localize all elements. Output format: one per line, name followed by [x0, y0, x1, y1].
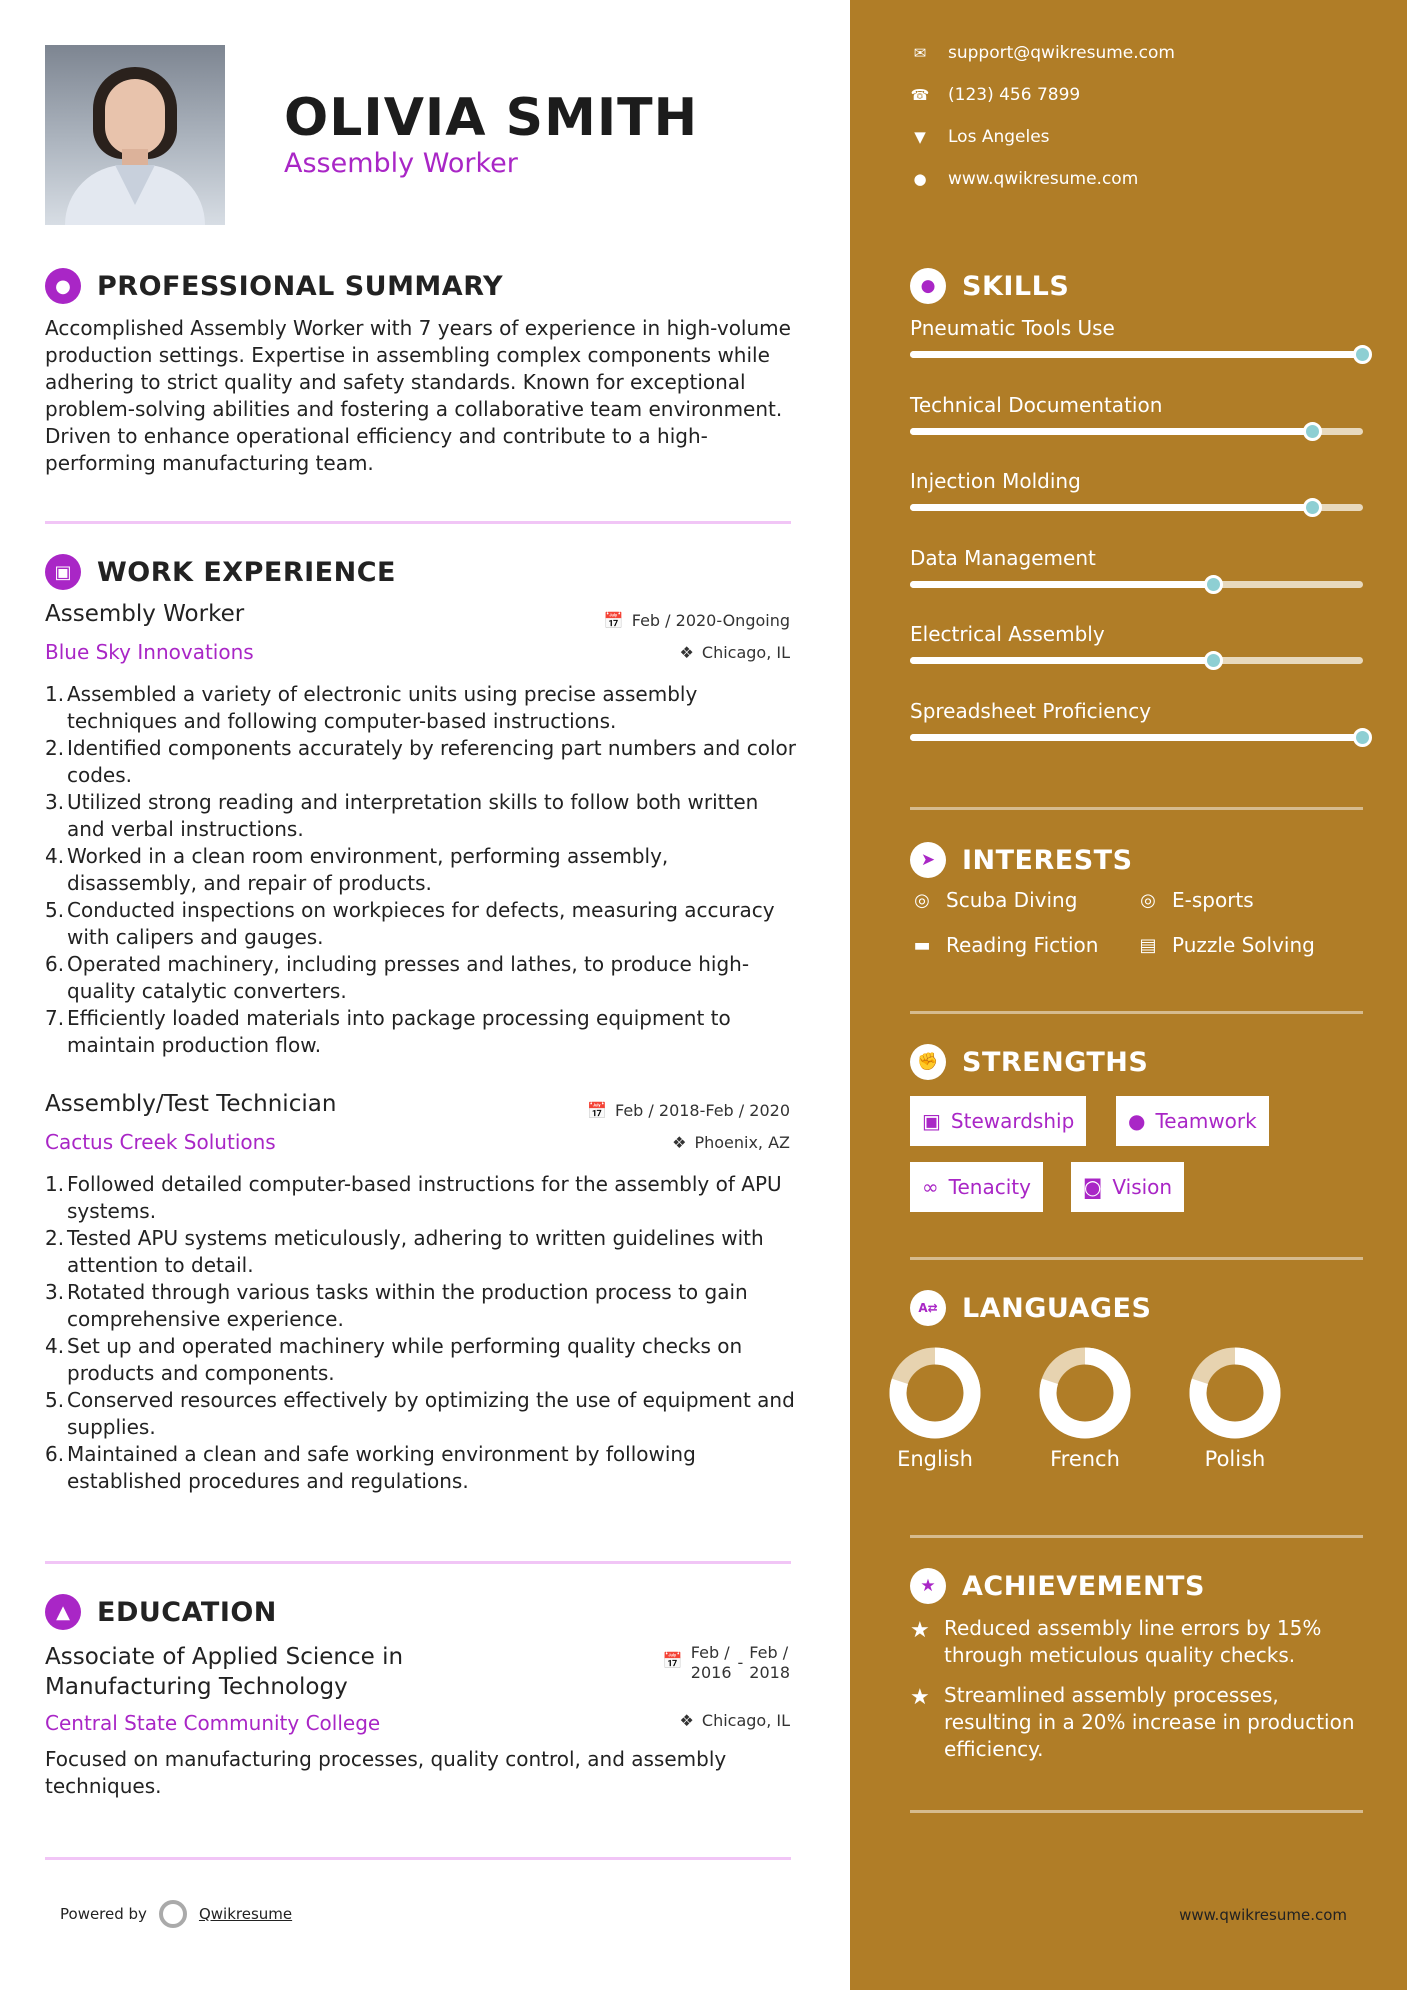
duty-text: Set up and operated machinery while performing quality checks on products and components.: [67, 1334, 743, 1385]
duty-item: [45, 735, 800, 789]
interest-item: [1136, 888, 1254, 912]
pin-icon: ❖: [672, 1133, 687, 1152]
star-icon: ★: [910, 1685, 930, 1710]
skill-bar-knob: [1204, 651, 1223, 670]
duty-number: 6.: [45, 952, 65, 976]
summary-heading: ● PROFESSIONAL SUMMARY: [45, 268, 503, 304]
language-icon: A⇄: [910, 1290, 946, 1326]
duty-text: Utilized strong reading and interpretation skills to follow both written and verbal instructions.: [67, 790, 759, 841]
achievement-item: [910, 1682, 1363, 1763]
duty-number: 1.: [45, 1172, 65, 1196]
duty-number: 2.: [45, 736, 65, 760]
calendar-icon: 📅: [587, 1101, 607, 1120]
contact-item: [910, 169, 1138, 189]
language-name: French: [1050, 1447, 1120, 1471]
strength-badge: [1116, 1096, 1269, 1146]
section-divider: [910, 1011, 1363, 1014]
envelope-icon: ✉: [913, 44, 927, 62]
users-icon: ●: [1128, 1109, 1146, 1133]
duty-number: 1.: [45, 682, 65, 706]
duty-text: Conducted inspections on workpieces for defects, measuring accuracy with calipers and gauges.: [67, 898, 775, 949]
interest-item: [1136, 933, 1315, 957]
job-duties-list: [45, 1171, 800, 1495]
skill-name: Pneumatic Tools Use: [910, 316, 1115, 340]
strength-label: Stewardship: [950, 1109, 1075, 1133]
section-divider: [910, 1535, 1363, 1538]
duty-text: Operated machinery, including presses and lathes, to produce high-quality catalytic converters.: [67, 952, 750, 1003]
language-ring: [1187, 1345, 1283, 1441]
lightbulb-icon: ●: [910, 268, 946, 304]
fist-icon: ✊: [910, 1044, 946, 1080]
skill-item: [910, 699, 1363, 723]
strengths-heading: ✊ STRENGTHS: [910, 1044, 1148, 1080]
school-name: Central State Community College: [45, 1711, 381, 1735]
interest-label: Reading Fiction: [946, 933, 1099, 957]
section-divider: [45, 1857, 791, 1860]
qwikresume-logo-icon: [159, 1900, 187, 1928]
skills-heading: ● SKILLS: [910, 268, 1069, 304]
calendar-icon: 📅: [603, 611, 624, 630]
chair-icon: ▣: [45, 554, 81, 590]
achievement-item: [910, 1615, 1363, 1669]
strength-badge: [910, 1162, 1043, 1212]
section-divider: [910, 1257, 1363, 1260]
job-location: ❖ Chicago, IL: [679, 643, 790, 662]
pin-icon: ❖: [679, 1711, 694, 1730]
language-item: [1030, 1345, 1140, 1471]
section-divider: [910, 807, 1363, 810]
interest-item: [910, 933, 1098, 957]
section-divider: [45, 1561, 791, 1564]
strength-badge: [1071, 1162, 1184, 1212]
contact-item: [910, 127, 1050, 147]
education-location: ❖ Chicago, IL: [679, 1711, 790, 1730]
job-location: ❖ Phoenix, AZ: [672, 1133, 790, 1152]
candidate-name: OLIVIA SMITH: [284, 88, 699, 148]
skill-bar-fill: [910, 581, 1214, 588]
language-item: [880, 1345, 990, 1471]
strength-badge: [910, 1096, 1086, 1146]
paper-plane-icon: ➤: [910, 842, 946, 878]
job-company: Blue Sky Innovations: [45, 640, 254, 664]
education-heading: ▲ EDUCATION: [45, 1594, 277, 1630]
duty-number: 7.: [45, 1006, 65, 1030]
star-icon: ★: [910, 1618, 930, 1643]
language-name: Polish: [1204, 1447, 1266, 1471]
duty-item: [45, 951, 800, 1005]
skill-name: Electrical Assembly: [910, 622, 1105, 646]
strength-label: Tenacity: [948, 1175, 1031, 1199]
skill-bar-knob: [1353, 728, 1372, 747]
strength-label: Teamwork: [1155, 1109, 1257, 1133]
skill-bar: [910, 428, 1363, 435]
phone-icon: ☎: [910, 86, 930, 104]
skill-bar: [910, 581, 1363, 588]
interest-label: E-sports: [1172, 888, 1254, 912]
interest-label: Puzzle Solving: [1172, 933, 1315, 957]
duty-item: [45, 1005, 800, 1059]
section-divider: [45, 521, 791, 524]
contact-text: www.qwikresume.com: [948, 169, 1139, 189]
language-ring: [1037, 1345, 1133, 1441]
skill-bar-fill: [910, 428, 1313, 435]
gamepad-icon: ▬: [913, 934, 931, 956]
graduate-icon: ▲: [45, 1594, 81, 1630]
interests-heading: ➤ INTERESTS: [910, 842, 1133, 878]
interest-label: Scuba Diving: [946, 888, 1078, 912]
interest-item: [910, 888, 1077, 912]
duty-item: [45, 789, 800, 843]
degree-title: Associate of Applied Science in Manufacturing Technology: [45, 1644, 404, 1700]
skill-name: Spreadsheet Proficiency: [910, 698, 1152, 723]
skill-bar-knob: [1303, 422, 1322, 441]
section-divider: [910, 1810, 1363, 1813]
duty-item: [45, 843, 800, 897]
lifebuoy-icon: ◎: [914, 889, 930, 911]
duty-number: 5.: [45, 1388, 65, 1412]
skill-bar-knob: [1204, 575, 1223, 594]
job-duties-list: [45, 681, 800, 1059]
contact-text: support@qwikresume.com: [948, 43, 1175, 63]
contact-text: (123) 456 7899: [948, 85, 1081, 105]
powered-by: Powered by Qwikresume: [60, 1900, 292, 1928]
experience-heading: ▣ WORK EXPERIENCE: [45, 554, 396, 590]
skill-bar-fill: [910, 351, 1363, 358]
skill-item: [910, 622, 1363, 646]
duty-item: [45, 1171, 800, 1225]
skill-bar-knob: [1353, 345, 1372, 364]
duty-item: [45, 1333, 800, 1387]
skill-item: [910, 316, 1363, 340]
skill-bar: [910, 734, 1363, 741]
pin-icon: ❖: [679, 643, 694, 662]
duty-number: 6.: [45, 1442, 65, 1466]
duty-item: [45, 1225, 800, 1279]
duty-number: 4.: [45, 844, 65, 868]
duty-text: Identified components accurately by referencing part numbers and color codes.: [67, 736, 796, 787]
skill-bar: [910, 351, 1363, 358]
contact-item: [910, 43, 1175, 63]
duty-item: [45, 681, 800, 735]
duty-text: Worked in a clean room environment, performing assembly, disassembly, and repair of products.: [67, 844, 669, 895]
summary-text: Accomplished Assembly Worker with 7 years of experience in high-volume production settings. Expertise in assembling complex components while adhering to strict quality and safety standards. Known for exceptional problem-solving abilities and fostering a collaborative team environment. Driven to enhance operational efficiency and contribute to a high-performing manufacturing team.: [45, 316, 791, 475]
language-ring: [887, 1345, 983, 1441]
sidebar: [850, 0, 1407, 1990]
job-title: Assembly Worker: [45, 601, 245, 627]
briefcase-icon: ▣: [922, 1109, 941, 1133]
duty-text: Rotated through various tasks within the production process to gain comprehensive experience.: [67, 1280, 748, 1331]
duty-text: Followed detailed computer-based instructions for the assembly of APU systems.: [67, 1172, 782, 1223]
duty-item: [45, 1441, 800, 1495]
duty-item: [45, 1279, 800, 1333]
language-item: [1180, 1345, 1290, 1471]
lifebuoy-icon: ◎: [1140, 889, 1156, 911]
globe-icon: ●: [913, 170, 927, 188]
location-pin-icon: ▼: [914, 128, 926, 146]
duty-number: 3.: [45, 1280, 65, 1304]
skill-bar: [910, 657, 1363, 664]
skill-bar: [910, 504, 1363, 511]
calendar-icon: 📅: [662, 1651, 683, 1670]
skill-bar-knob: [1303, 498, 1322, 517]
star-icon: ★: [910, 1568, 946, 1604]
job-date: 📅 Feb / 2018-Feb / 2020: [587, 1101, 790, 1120]
duty-number: 4.: [45, 1334, 65, 1358]
job-date: 📅 Feb / 2020-Ongoing: [603, 611, 790, 630]
qwikresume-link[interactable]: Qwikresume: [198, 1905, 293, 1923]
skill-name: Technical Documentation: [910, 392, 1163, 417]
achievement-text: Reduced assembly line errors by 15% through meticulous quality checks.: [944, 1616, 1322, 1667]
duty-text: Maintained a clean and safe working environment by following established procedures and regulations.: [67, 1442, 696, 1493]
strength-label: Vision: [1112, 1175, 1173, 1199]
link-icon: ∞: [922, 1175, 939, 1199]
achievement-text: Streamlined assembly processes, resulting in a 20% increase in production efficiency.: [944, 1683, 1355, 1761]
profile-photo: [45, 45, 225, 225]
skill-bar-fill: [910, 657, 1214, 664]
candidate-title: Assembly Worker: [284, 148, 518, 179]
book-icon: ▤: [1139, 934, 1157, 956]
duty-number: 2.: [45, 1226, 65, 1250]
job-company: Cactus Creek Solutions: [45, 1130, 276, 1154]
languages-heading: A⇄ LANGUAGES: [910, 1290, 1151, 1326]
skill-bar-fill: [910, 734, 1363, 741]
achievements-heading: ★ ACHIEVEMENTS: [910, 1568, 1205, 1604]
skill-item: [910, 546, 1363, 570]
language-name: English: [897, 1447, 973, 1471]
contact-item: [910, 85, 1080, 105]
skill-bar-fill: [910, 504, 1313, 511]
duty-number: 5.: [45, 898, 65, 922]
education-description: Focused on manufacturing processes, quality control, and assembly techniques.: [45, 1747, 727, 1798]
skill-name: Injection Molding: [910, 469, 1081, 493]
duty-text: Efficiently loaded materials into package processing equipment to maintain production flow.: [67, 1006, 731, 1057]
job-title: Assembly/Test Technician: [45, 1091, 337, 1117]
duty-number: 3.: [45, 790, 65, 814]
user-icon: ●: [45, 268, 81, 304]
contact-text: Los Angeles: [948, 127, 1050, 147]
skill-item: [910, 393, 1363, 417]
duty-text: Tested APU systems meticulously, adhering to written guidelines with attention to detail.: [67, 1226, 764, 1277]
duty-item: [45, 1387, 800, 1441]
duty-text: Assembled a variety of electronic units using precise assembly techniques and following computer-based instructions.: [67, 682, 698, 733]
duty-text: Conserved resources effectively by optimizing the use of equipment and supplies.: [67, 1388, 795, 1439]
skill-name: Data Management: [910, 545, 1096, 570]
education-date: 📅 Feb / 2016 - Feb / 2018: [662, 1643, 790, 1682]
duty-item: [45, 897, 800, 951]
skill-item: [910, 469, 1363, 493]
binoculars-icon: ◙: [1083, 1175, 1103, 1199]
footer-site: www.qwikresume.com: [1179, 1906, 1347, 1924]
